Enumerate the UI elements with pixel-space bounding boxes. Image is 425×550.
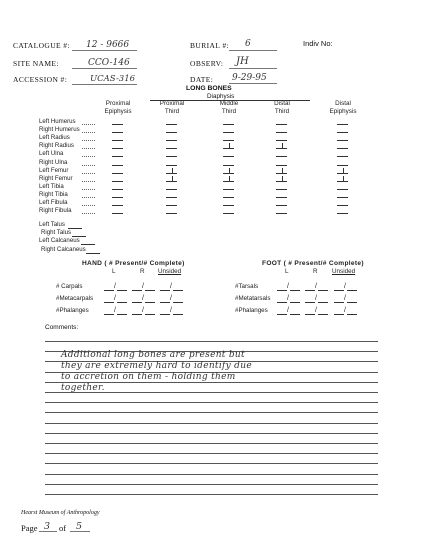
foot-entry-complete[interactable] (290, 302, 300, 303)
bone-entry-line[interactable] (276, 156, 287, 157)
bone-entry-line[interactable] (337, 140, 348, 141)
hand-title: HAND ( # Present/# Complete) (82, 260, 185, 267)
comment-ruled-line (45, 463, 378, 464)
bone-entry-line[interactable] (112, 197, 123, 198)
column-header-5-line-1: Distal (335, 100, 351, 107)
bone-entry-line[interactable] (223, 165, 234, 166)
bone-entry-line[interactable] (223, 140, 234, 141)
bone-row-leader (82, 205, 95, 206)
hand-slash: / (170, 283, 172, 290)
bone-row-label: Right Radius (39, 142, 74, 150)
bone-entry-line[interactable] (112, 181, 123, 182)
bone-entry-line[interactable] (276, 189, 287, 190)
hand-entry-present[interactable] (132, 290, 142, 291)
bone-entry-line[interactable] (112, 140, 123, 141)
bone-row-label: Left Radius (39, 134, 70, 142)
bone-entry-line[interactable] (112, 165, 123, 166)
foot-entry-present[interactable] (334, 290, 344, 291)
bone-entry-line[interactable] (276, 124, 287, 125)
foot-title: FOOT ( # Present/# Complete) (262, 260, 364, 267)
bone-entry-line[interactable] (276, 213, 287, 214)
foot-entry-complete[interactable] (347, 302, 357, 303)
bone-row-label: Right Femur (39, 174, 73, 182)
bone-row-leader (82, 213, 95, 214)
column-header-4-line-2: Third (274, 108, 290, 115)
foot-entry-complete[interactable] (290, 314, 300, 315)
hand-entry-complete[interactable] (117, 290, 127, 291)
bone-entry-line[interactable] (112, 213, 123, 214)
bone-entry-line[interactable] (337, 165, 348, 166)
column-header-2-line-1: Proximal (159, 100, 185, 107)
foot-entry-present[interactable] (305, 290, 315, 291)
bone-row-label: Left Femur (39, 166, 69, 174)
hand-slash: / (142, 283, 144, 290)
bone-row-leader (82, 140, 95, 141)
site-name-label: SITE NAME: (13, 59, 59, 68)
bone-row-leader (82, 173, 95, 174)
foot-slash: / (344, 295, 346, 302)
long-bones-title: LONG BONES (186, 85, 232, 92)
comment-ruled-line (45, 402, 378, 403)
bone-present-mark (229, 143, 230, 149)
bone-entry-line[interactable] (276, 205, 287, 206)
bone-row-label: Right Humerus (39, 126, 80, 134)
column-header-1-line-1: Proximal (105, 100, 131, 107)
bone-entry-line[interactable] (223, 213, 234, 214)
hand-row-label: #Metacarpals (56, 295, 94, 302)
foot-col-unsided: Unsided (332, 268, 356, 275)
catalogue-field-line (72, 50, 137, 51)
burial-label: BURIAL #: (190, 41, 229, 50)
bone-entry-line[interactable] (337, 189, 348, 190)
foot-entry-complete[interactable] (318, 314, 328, 315)
column-header-1-line-2: Epiphysis (104, 108, 132, 115)
bone-entry-line[interactable] (166, 197, 177, 198)
hand-slash: / (142, 295, 144, 302)
observer-value[interactable]: JH (236, 56, 249, 67)
bone-row-label: Right Fibula (39, 207, 72, 215)
bone-row-label: Left Tibia (39, 182, 64, 190)
hand-entry-present[interactable] (104, 314, 114, 315)
hand-entry-complete[interactable] (117, 302, 127, 303)
extra-bone-entry-line[interactable] (86, 253, 100, 254)
bone-entry-line[interactable] (276, 140, 287, 141)
column-header-3-line-2: Third (221, 108, 237, 115)
page-number-value[interactable]: 3 (44, 521, 51, 532)
bone-entry-line[interactable] (112, 173, 123, 174)
hand-slash: / (170, 295, 172, 302)
bone-present-mark (172, 168, 173, 174)
bone-present-mark (282, 143, 283, 149)
bone-entry-line[interactable] (337, 148, 348, 149)
bone-entry-line[interactable] (337, 156, 348, 157)
comment-ruled-line (45, 494, 378, 495)
foot-row-label: #Tarsals (235, 283, 259, 290)
page-total-value[interactable]: 5 (76, 521, 83, 532)
foot-entry-complete[interactable] (347, 290, 357, 291)
bone-entry-line[interactable] (166, 165, 177, 166)
bone-row-leader (82, 165, 95, 166)
comment-line-text[interactable]: Additional long bones are present but (61, 350, 245, 360)
bone-entry-line[interactable] (337, 124, 348, 125)
bone-row-leader (82, 156, 95, 157)
bone-entry-line[interactable] (112, 148, 123, 149)
bone-present-mark (229, 176, 230, 182)
bone-row-label: Left Fibula (39, 199, 68, 206)
foot-entry-present[interactable] (277, 302, 287, 303)
hand-entry-complete[interactable] (145, 314, 155, 315)
bone-entry-line[interactable] (276, 132, 287, 133)
bone-entry-line[interactable] (276, 165, 287, 166)
bone-entry-line[interactable] (223, 132, 234, 133)
foot-entry-complete[interactable] (318, 290, 328, 291)
museum-name: Hearst Museum of Anthropology (21, 510, 100, 516)
burial-value[interactable]: 6 (245, 39, 251, 49)
hand-entry-present[interactable] (160, 314, 170, 315)
comment-line-text[interactable]: together. (61, 383, 105, 393)
accession-value[interactable]: UCAS-316 (90, 74, 136, 84)
hand-entry-present[interactable] (132, 302, 142, 303)
foot-slash: / (315, 295, 317, 302)
catalogue-label: CATALOGUE #: (13, 41, 70, 50)
bone-entry-line[interactable] (112, 205, 123, 206)
hand-row-label: #Phalanges (56, 307, 89, 314)
comment-ruled-line (45, 423, 378, 424)
column-header-4-line-1: Distal (274, 100, 290, 107)
bone-row-leader (82, 189, 95, 190)
comment-line-text[interactable]: to accretion on them - holding them (61, 372, 236, 382)
comment-ruled-line (45, 453, 378, 454)
hand-slash: / (114, 307, 116, 314)
bone-present-mark (172, 176, 173, 182)
observer-label: OBSERV: (190, 59, 224, 68)
foot-slash: / (315, 307, 317, 314)
bone-row-label: Left Ulna (39, 150, 64, 158)
comment-ruled-line (45, 443, 378, 444)
hand-col-l: L (112, 268, 116, 275)
bone-present-mark (282, 168, 283, 174)
hand-entry-complete[interactable] (173, 290, 183, 291)
hand-slash: / (114, 283, 116, 290)
bone-entry-line[interactable] (223, 205, 234, 206)
bone-entry-line[interactable] (166, 140, 177, 141)
diaphysis-label: Diaphysis (207, 93, 235, 100)
bone-entry-line[interactable] (337, 213, 348, 214)
comment-ruled-line (45, 484, 378, 485)
column-header-2-line-2: Third (164, 108, 180, 115)
foot-slash: / (287, 307, 289, 314)
bone-row-leader (82, 197, 95, 198)
extra-bone-label: Right Talus (41, 229, 72, 237)
foot-slash: / (315, 283, 317, 290)
bone-entry-line[interactable] (276, 197, 287, 198)
foot-entry-present[interactable] (334, 302, 344, 303)
hand-slash: / (170, 307, 172, 314)
bone-entry-line[interactable] (223, 156, 234, 157)
site-name-field-line (72, 68, 137, 69)
comments-label: Comments: (45, 324, 79, 331)
bone-entry-line[interactable] (112, 124, 123, 125)
extra-bone-label: Left Talus (39, 221, 65, 228)
bone-row-leader (82, 124, 95, 125)
bone-entry-line[interactable] (166, 189, 177, 190)
bone-present-mark (343, 176, 344, 182)
page-label: Page (21, 523, 38, 533)
site-name-value[interactable]: CCO-146 (88, 58, 130, 68)
foot-slash: / (287, 295, 289, 302)
hand-entry-present[interactable] (160, 302, 170, 303)
bone-entry-line[interactable] (112, 156, 123, 157)
hand-col-unsided: Unsided (158, 268, 182, 275)
bone-entry-line[interactable] (337, 205, 348, 206)
of-label: of (59, 523, 67, 533)
bone-entry-line[interactable] (166, 156, 177, 157)
foot-slash: / (287, 283, 289, 290)
burial-field-line (229, 50, 277, 51)
bone-row-label: Right Tibia (39, 190, 68, 198)
bone-row-label: Left Humerus (39, 118, 76, 125)
extra-bone-label: Right Calcaneus (41, 245, 86, 253)
foot-row-label: #Metatarsals (235, 295, 271, 302)
bone-entry-line[interactable] (166, 124, 177, 125)
foot-slash: / (344, 283, 346, 290)
foot-entry-complete[interactable] (290, 290, 300, 291)
comment-ruled-line (45, 433, 378, 434)
bone-entry-line[interactable] (223, 189, 234, 190)
hand-entry-present[interactable] (160, 290, 170, 291)
date-value[interactable]: 9-29-95 (232, 73, 267, 83)
hand-entry-complete[interactable] (145, 290, 155, 291)
catalogue-value[interactable]: 12 - 9666 (86, 40, 130, 50)
bone-entry-line[interactable] (223, 197, 234, 198)
hand-entry-complete[interactable] (117, 314, 127, 315)
bone-row-leader (82, 132, 95, 133)
accession-field-line (72, 84, 137, 85)
bone-entry-line[interactable] (166, 132, 177, 133)
bone-entry-line[interactable] (112, 189, 123, 190)
hand-slash: / (114, 295, 116, 302)
hand-col-r: R (140, 268, 145, 275)
foot-entry-present[interactable] (305, 314, 315, 315)
column-header-5-line-2: Epiphysis (329, 108, 357, 115)
column-header-3-line-1: Middle (219, 100, 239, 107)
foot-col-r: R (313, 268, 318, 275)
bone-entry-line[interactable] (166, 213, 177, 214)
accession-label: ACCESSION #: (13, 75, 68, 84)
hand-entry-complete[interactable] (173, 314, 183, 315)
comment-ruled-line (45, 341, 378, 342)
bone-entry-line[interactable] (166, 148, 177, 149)
comment-line-text[interactable]: they are extremely hard to identify due (61, 361, 252, 371)
bone-row-leader (82, 148, 95, 149)
bone-present-mark (229, 168, 230, 174)
bone-entry-line[interactable] (166, 205, 177, 206)
hand-row-label: # Carpals (56, 283, 83, 290)
foot-col-l: L (285, 268, 289, 275)
foot-entry-present[interactable] (277, 314, 287, 315)
bone-entry-line[interactable] (337, 197, 348, 198)
observer-field-line (229, 68, 277, 69)
bone-entry-line[interactable] (112, 132, 123, 133)
foot-slash: / (344, 307, 346, 314)
foot-entry-complete[interactable] (347, 314, 357, 315)
hand-entry-present[interactable] (104, 302, 114, 303)
bone-present-mark (343, 168, 344, 174)
foot-entry-present[interactable] (334, 314, 344, 315)
hand-slash: / (142, 307, 144, 314)
indiv-label: Indiv No: (303, 39, 333, 48)
foot-row-label: #Phalanges (235, 307, 268, 314)
foot-entry-present[interactable] (305, 302, 315, 303)
extra-bone-label: Left Calcaneus (39, 237, 80, 245)
hand-entry-complete[interactable] (145, 302, 155, 303)
foot-entry-complete[interactable] (318, 302, 328, 303)
bone-entry-line[interactable] (337, 132, 348, 133)
comment-ruled-line (45, 412, 378, 413)
foot-entry-present[interactable] (277, 290, 287, 291)
bone-row-label: Right Ulna (39, 158, 68, 166)
bone-row-leader (82, 181, 95, 182)
date-field-line (229, 83, 277, 84)
comment-ruled-line (45, 474, 378, 475)
hand-entry-present[interactable] (104, 290, 114, 291)
bone-present-mark (282, 176, 283, 182)
date-label: DATE: (190, 75, 214, 84)
hand-entry-present[interactable] (132, 314, 142, 315)
bone-entry-line[interactable] (223, 124, 234, 125)
hand-entry-complete[interactable] (173, 302, 183, 303)
